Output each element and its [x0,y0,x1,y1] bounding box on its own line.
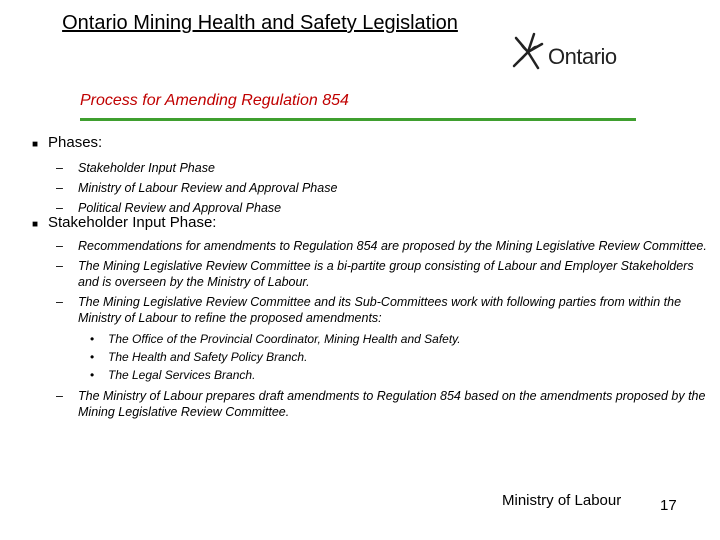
sub-list-item: • The Office of the Provincial Coordinator, Mining Health and Safety. [90,332,461,346]
dash-bullet-icon: – [56,259,63,273]
dash-bullet-icon: – [56,295,63,309]
section-phases [30,134,708,216]
slide-subtitle: Process for Amending Regulation 854 [80,92,349,109]
square-bullet-icon: ■ [32,139,39,150]
divider-rule [80,118,636,121]
sub-list-item: • The Health and Safety Policy Branch. [90,350,308,364]
section-stakeholder-input [30,214,708,420]
list-item: – Political Review and Approval Phase [56,201,282,215]
dash-bullet-icon: – [56,181,63,195]
list-item: – The Mining Legislative Review Committee and its Sub-Committees work with following parties from within the Ministry of Labour to refine the proposed amendments: [56,295,682,325]
dot-bullet-icon: • [90,350,95,364]
section-heading: ■ Stakeholder Input Phase: [30,214,708,232]
dash-bullet-icon: – [56,161,63,175]
trillium-icon [508,30,548,74]
sub-list-item: • The Legal Services Branch. [90,368,256,382]
square-bullet-icon: ■ [32,219,39,230]
ontario-logo [508,30,638,74]
dot-bullet-icon: • [90,368,95,382]
slide-title: Ontario Mining Health and Safety Legislation [62,12,458,34]
list-item: – Stakeholder Input Phase [56,161,215,175]
section-heading: ■ Phases: [30,134,708,152]
dash-bullet-icon: – [56,201,63,215]
page-number: 17 [660,497,677,514]
list-item: – The Mining Legislative Review Committee is a bi-partite group consisting of Labour and Employer Stakeholders and is overseen by the Ministry of Labour. [56,259,694,289]
dash-bullet-icon: – [56,239,63,253]
dash-bullet-icon: – [56,389,63,403]
logo-wordmark: Ontario [548,44,617,69]
list-item: – Recommendations for amendments to Regulation 854 are proposed by the Mining Legislative Review Committee. [56,239,707,253]
list-item: – The Ministry of Labour prepares draft amendments to Regulation 854 based on the amendments proposed by the Mining Legislative Review Committee. [56,389,706,419]
footer-organization: Ministry of Labour [502,492,622,509]
list-item: – Ministry of Labour Review and Approval Phase [56,181,338,195]
dot-bullet-icon: • [90,332,95,346]
